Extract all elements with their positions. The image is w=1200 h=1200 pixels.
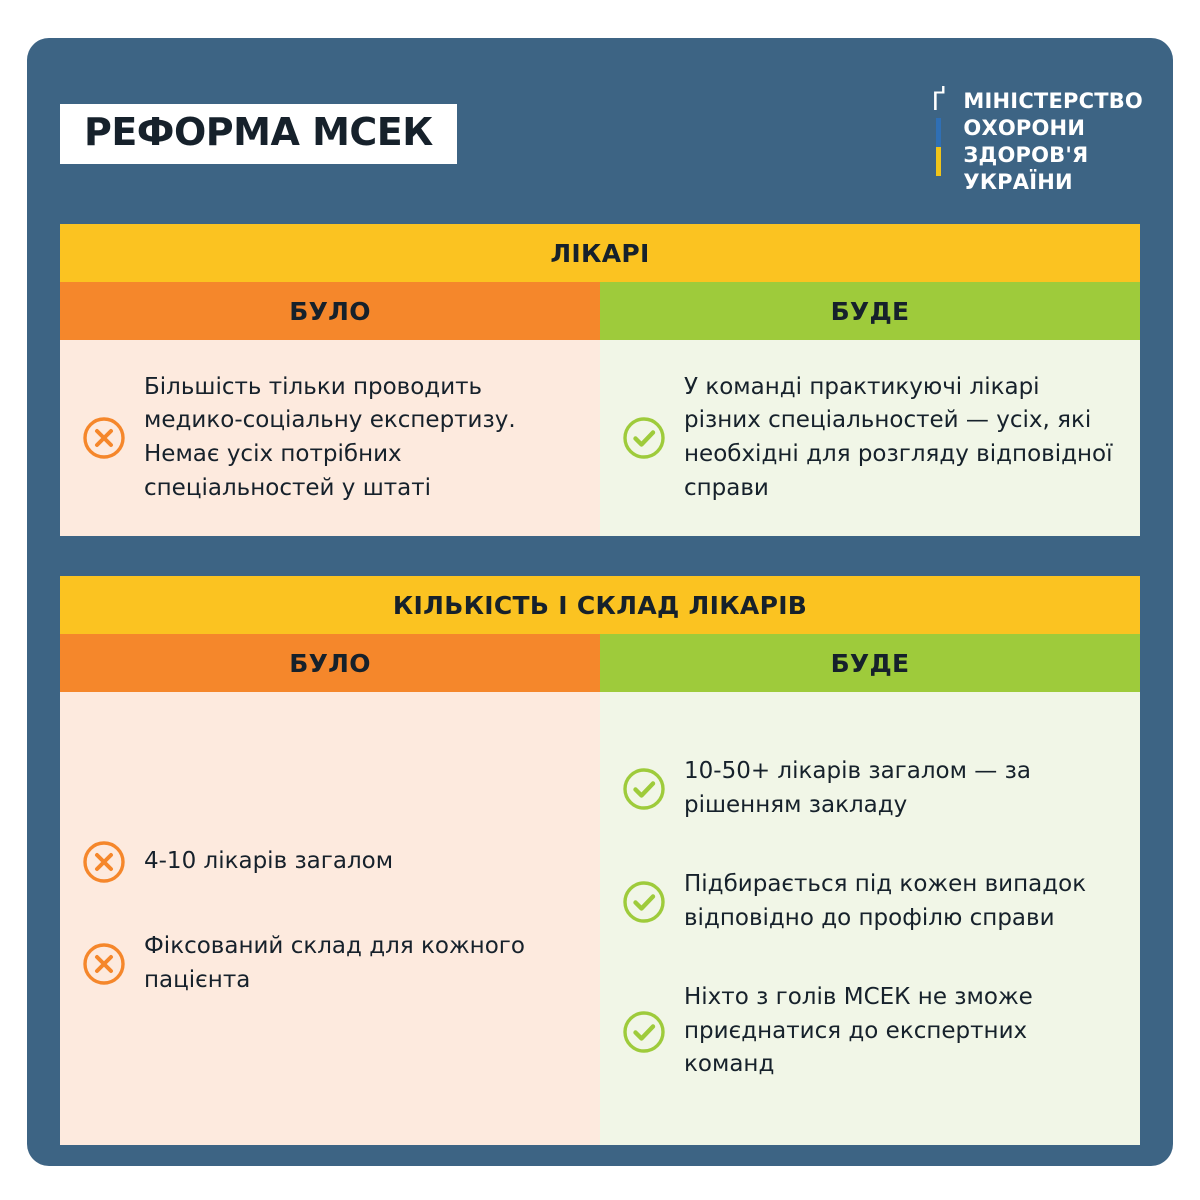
column-before [60, 340, 600, 536]
title-badge [60, 104, 457, 164]
item-list-before [60, 692, 600, 1145]
column-after [600, 692, 1140, 1145]
block-title: ЛІКАРІ [60, 224, 1140, 282]
logo-line-2: ОХОРОНИ [963, 115, 1086, 140]
column-headers [60, 634, 1140, 692]
item-list-after [600, 692, 1140, 1145]
column-before [60, 692, 600, 1145]
flag-bars [936, 118, 941, 176]
column-header-after: БУДЕ [600, 634, 1140, 692]
list-item [622, 981, 1114, 1082]
list-item [82, 930, 574, 997]
list-item-text: Більшість тільки проводить медико-соціальну експертизу. Немає усіх потрібних спеціальностей у штаті [144, 373, 516, 501]
infographic-card [27, 38, 1173, 1166]
column-header-before: БУЛО [60, 634, 600, 692]
item-list-after [600, 340, 1140, 536]
header [27, 38, 1173, 216]
columns [60, 340, 1140, 536]
logo-line-3: ЗДОРОВ'Я [963, 142, 1089, 167]
circle-check-icon [622, 767, 666, 811]
circle-cross-icon [82, 840, 126, 884]
list-item-text: У команді практикуючі лікарі різних спеціальностей — усіх, які необхідні для розгляду відповідної справи [684, 373, 1113, 501]
logo-line-4: УКРАЇНИ [963, 169, 1073, 194]
list-item [82, 371, 574, 505]
list-item-text: Ніхто з голів МСЕК не зможе приєднатися до експертних команд [684, 984, 1033, 1078]
column-headers [60, 282, 1140, 340]
circle-check-icon [622, 416, 666, 460]
list-item-text: 10-50+ лікарів загалом — за рішенням закладу [684, 757, 1031, 818]
trident-icon [925, 88, 951, 176]
list-item-text: Підбирається під кожен випадок відповідно до профілю справи [684, 871, 1087, 931]
list-item-text: Фіксований склад для кожного пацієнта [144, 932, 525, 993]
column-header-before: БУЛО [60, 282, 600, 340]
column-after [600, 340, 1140, 536]
trident-glyph: Ґ [931, 86, 946, 116]
circle-check-icon [622, 1010, 666, 1054]
list-item-text: 4-10 лікарів загалом [144, 848, 394, 875]
list-item [622, 755, 1114, 822]
list-item [622, 868, 1114, 935]
ministry-logo [925, 88, 1143, 196]
block-title: КІЛЬКІСТЬ І СКЛАД ЛІКАРІВ [60, 576, 1140, 634]
circle-cross-icon [82, 942, 126, 986]
circle-check-icon [622, 880, 666, 924]
list-item [622, 371, 1114, 505]
columns [60, 692, 1140, 1145]
list-item [82, 840, 574, 884]
item-list-before [60, 340, 600, 536]
column-header-after: БУДЕ [600, 282, 1140, 340]
logo-line-1: МІНІСТЕРСТВО [963, 89, 1143, 113]
comparison-block [60, 224, 1140, 536]
comparison-block [60, 576, 1140, 1145]
page-title: РЕФОРМА МСЕК [84, 110, 433, 154]
circle-cross-icon [82, 416, 126, 460]
ministry-logo-text [963, 88, 1143, 196]
